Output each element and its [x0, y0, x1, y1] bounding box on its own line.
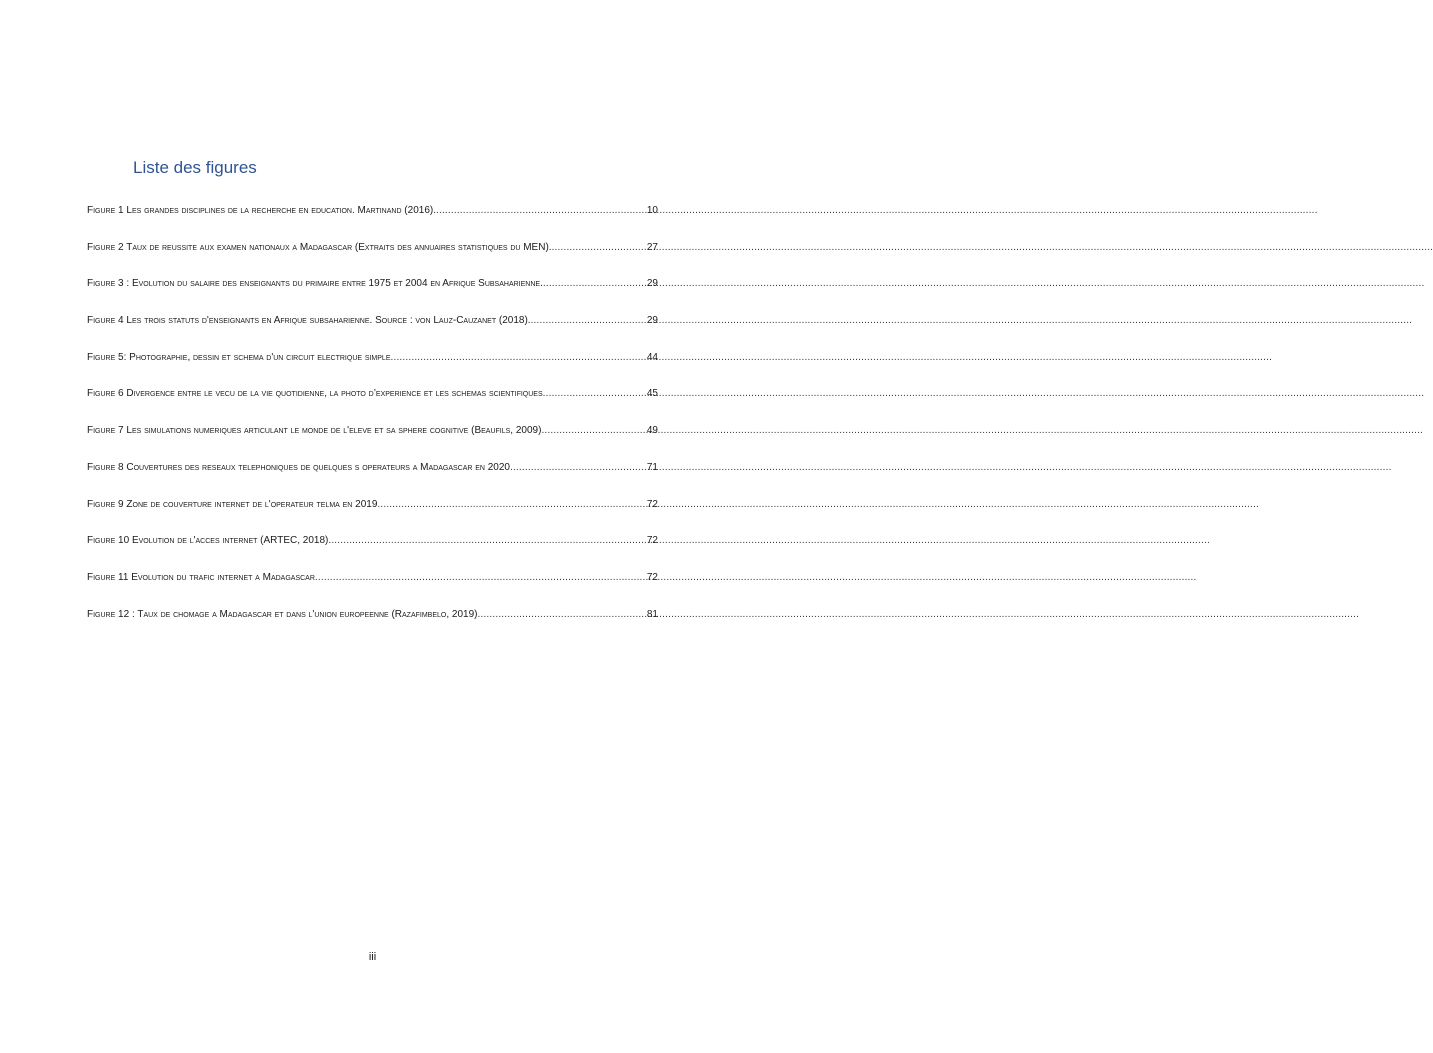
toc-entry[interactable]: [87, 499, 658, 517]
toc-entry-page: 72: [646, 498, 658, 510]
toc-entry-page: 44: [646, 351, 658, 363]
toc-entry-page: 81: [646, 608, 658, 620]
dot-leader: [328, 535, 646, 546]
toc-entry-label: Figure 12 : Taux de chomage a Madagascar et dans l'union europeenne (Razafimbelo, 2019): [87, 608, 478, 620]
toc-entry-page: 72: [646, 571, 658, 583]
toc-entry-page: 49: [646, 425, 658, 437]
dot-leader: [510, 462, 646, 473]
toc-entry[interactable]: [87, 352, 658, 370]
toc-entry-page: 29: [646, 278, 658, 290]
toc-entry-label: Figure 1 Les grandes disciplines de la recherche en education. Martinand (2016).: [87, 205, 436, 216]
toc-entry-label: Figure 9 Zone de couverture internet de l'operateur telma en 2019: [87, 498, 378, 510]
dot-leader: [543, 388, 646, 399]
toc-entry-label: Figure 2 Taux de reussite aux examen nationaux a Madagascar (Extraits des annuaires statistiques du MEN).: [87, 241, 552, 253]
dot-leader: [552, 242, 646, 253]
dot-leader: [377, 499, 645, 510]
toc-entry-page: 27: [646, 241, 658, 253]
page-number: iii: [368, 951, 377, 963]
toc-entry-page: 10: [646, 205, 658, 216]
toc-entry-label: Figure 3 : Evolution du salaire des enseignants du primaire entre 1975 et 2004 en Afrique Subsaharienne.: [87, 278, 543, 290]
toc-entry-label: Figure 7 Les simulations numeriques articulant le monde de l'eleve et sa sphere cognitive (Beaufils, 2009): [87, 425, 542, 437]
dot-leader: [391, 352, 646, 363]
toc-entry[interactable]: [87, 388, 658, 406]
dot-leader: [477, 609, 645, 620]
toc-entry-label: Figure 8 Couvertures des reseaux telephoniques de quelques s operateurs a Madagascar en 2020: [87, 461, 510, 473]
toc-entry[interactable]: [87, 315, 658, 333]
toc-entry-label: Figure 5: Photographie, dessin et schema d'un circuit electrique simple: [87, 351, 391, 363]
dot-leader: [436, 205, 646, 216]
toc-entry-label: Figure 6 Divergence entre le vecu de la vie quotidienne, la photo d’experience et les schemas scientifiques: [87, 388, 543, 400]
dot-leader: [541, 425, 645, 436]
toc-entry-label: Figure 4 Les trois statuts d'enseignants en Afrique subsaharienne. Source : von Lauz-Cauzanet (2018).: [87, 315, 531, 327]
toc-entry[interactable]: [87, 278, 658, 296]
list-of-figures-heading: Liste des figures: [133, 158, 257, 177]
toc-entry[interactable]: [87, 242, 658, 260]
toc-entry[interactable]: [87, 609, 658, 627]
toc-entry[interactable]: [87, 535, 658, 553]
toc-entry-page: 45: [646, 388, 658, 400]
toc-entry-label: Figure 10 Evolution de l'acces internet (ARTEC, 2018): [87, 535, 329, 547]
dot-leader: [531, 315, 646, 326]
toc-entry-page: 72: [646, 535, 658, 547]
dot-leader: [315, 572, 646, 583]
toc-entry[interactable]: [87, 462, 658, 480]
toc-entry-page: 71: [646, 461, 658, 473]
dot-leader: [543, 278, 646, 289]
toc-entry-label: Figure 11 Evolution du trafic internet a Madagascar: [87, 571, 315, 583]
toc-entry[interactable]: [87, 425, 658, 443]
toc-entry-page: 29: [646, 315, 658, 327]
figures-toc: [87, 205, 658, 645]
toc-entry[interactable]: [87, 205, 658, 223]
toc-entry[interactable]: [87, 572, 658, 590]
